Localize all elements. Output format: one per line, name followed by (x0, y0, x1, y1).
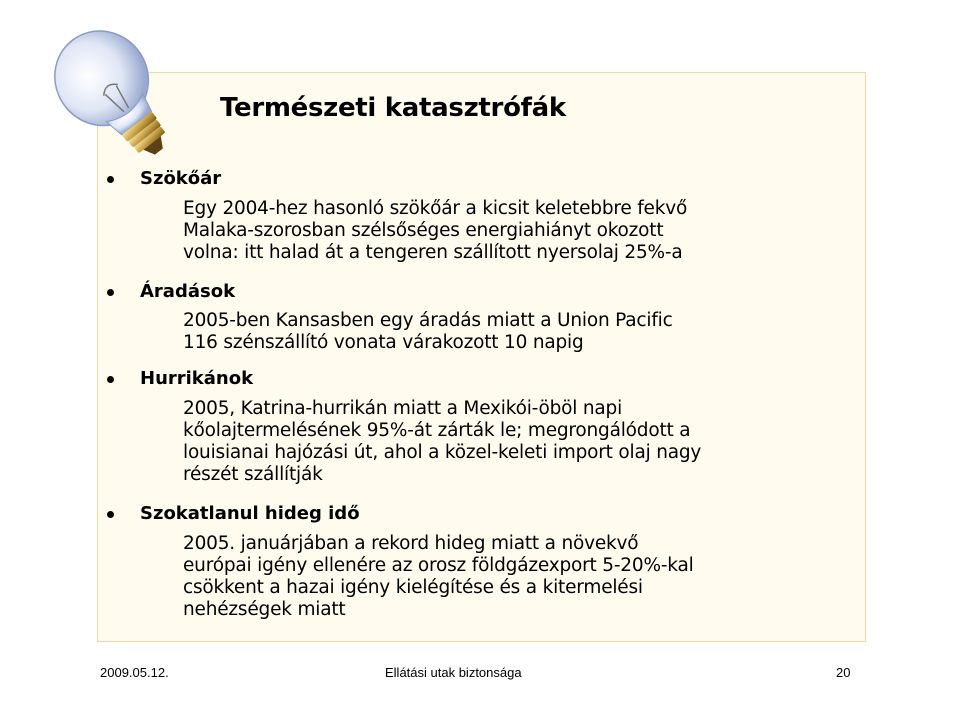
footer-date: 2009.05.12. (100, 665, 169, 680)
bullet (107, 511, 114, 518)
section-heading-aradasok: Áradások (140, 281, 236, 302)
section-text-hurrikanok: 2005, Katrina-hurrikán miatt a Mexikói-öböl napi kőolajtermelésének 95%-át zárták le; megrongálódott a louisianai hajózási út, ahol a közel-keleti import olaj nagy részét szállítják (183, 398, 702, 485)
bullet (107, 289, 114, 296)
footer-title: Ellátási utak biztonsága (385, 665, 522, 680)
section-text-szokoar: Egy 2004-hez hasonló szökőár a kicsit keletebbre fekvő Malaka-szorosban szélsőséges energiahiányt okozott volna: itt halad át a tengeren szállított nyersolaj 25%-a (183, 198, 688, 263)
bullet (107, 376, 114, 383)
section-text-aradasok: 2005-ben Kansasben egy áradás miatt a Union Pacific 116 szénszállító vonata várakozott 10 napig (183, 310, 673, 353)
section-heading-hideg: Szokatlanul hideg idő (140, 503, 360, 524)
section-text-hideg: 2005. januárjában a rekord hideg miatt a növekvő európai igény ellenére az orosz földgázexport 5-20%-kal csökkent a hazai igény kielégítése és a kitermelési nehézségek miatt (183, 533, 694, 620)
section-heading-hurrikanok: Hurrikánok (140, 368, 254, 389)
section-heading-szokoar: Szökőár (140, 168, 222, 189)
footer-page-number: 20 (836, 665, 851, 680)
slide-title: Természeti katasztrófák (220, 93, 566, 123)
light-bulb-icon (22, 18, 212, 178)
bullet (107, 176, 114, 183)
